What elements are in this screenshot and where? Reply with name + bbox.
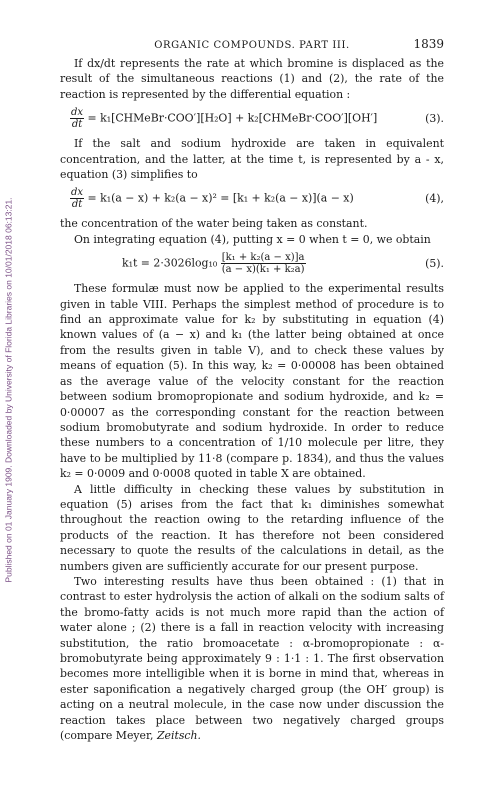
paragraph-4: On integrating equation (4), putting x = 0 when t = 0, we obtain [74,232,431,246]
eq5-fraction [221,252,306,275]
paragraph-3: the concentration of the water being taken as constant. [60,217,368,231]
eq4-fraction [70,187,84,210]
eq5-frac-bottom: (a − x)(k₁ + k₂a) [221,264,305,276]
eq5-frac-top: [k₁ + k₂(a − x)]a [221,252,305,264]
publication-side-note [2,70,16,710]
eq3-rhs: = k₁[CHMeBr·COO′][H₂O] + k₂[CHMeBr·COO′][OH′] [87,111,378,125]
paragraph-2: If the salt and sodium hydroxide are taken in equivalent concentration, and the latter, at the time t, is represented by a - x, equation (3) simplifies to [60,137,444,182]
paragraph-7 [60,574,444,743]
equation-5 [60,252,444,275]
running-title: ORGANIC COMPOUNDS. PART III. [154,40,350,51]
eq4-number: (4), [425,192,444,206]
eq4-frac-top: dx [71,187,84,199]
side-note-text: Published on 01 January 1909. Downloaded by University of Florida Libraries on 10/01/2018 06:13:21. [4,197,14,583]
paragraph-7-text: Two interesting results have thus been obtained : (1) that in contrast to ester hydrolysis the action of alkali on the sodium salts of the bromo-fatty acids is not much more rapid than the action of water alone ; (2) there is a fall in reaction velocity with increasing substitution, the ratio bromoacetate : α-bromopropionate : α-bromobutyrate being approximately 9 : 1·1 : 1. The first observation becomes more intelligible when it is borne in mind that, whereas in ester saponification a negatively charged group (the OH′ group) is acting on a neutral molecule, in the case now under discussion the reaction takes place between two negatively charged groups (compare Meyer, [60,574,444,743]
paragraph-5: These formulæ must now be applied to the experimental results given in table VIII. Perhaps the simplest method of procedure is to find an approximate value for k₂ by substituting in equation (4) known values of (a − x) and k₁ (the latter being obtained at once from the results given in table V), and to check these values by means of equation (5). In this way, k₂ = 0·00008 has been obtained as the average value of the velocity constant for the reaction between sodium bromopropionate and sodium hydroxide, and k₂ = 0·00007 as the corresponding constant for the reaction between sodium bromobutyrate and sodium hydroxide. In order to reduce these numbers to a concentration of 1/10 molecule per litre, they have to be multiplied by 11·8 (compare p. 1834), and thus the values k₂ = 0·0009 and 0·0008 quoted in table X are obtained. [60,282,444,481]
running-header [60,38,444,56]
eq4-rhs: = k₁(a − x) + k₂(a − x)² = [k₁ + k₂(a − x)](a − x) [87,191,354,205]
paragraph-6: A little difficulty in checking these values by substitution in equation (5) arises from the fact that k₁ diminishes somewhat throughout the reaction owing to the retarding influence of the products of the reaction. It has therefore not been considered necessary to quote the results of the calculations in detail, as the numbers given are sufficiently accurate for our present purpose. [60,482,444,573]
journal-reference: Zeitsch. [156,729,201,743]
page-number: 1839 [413,37,444,51]
eq3-frac-top: dx [71,107,84,119]
eq3-fraction [70,107,84,130]
eq5-lhs: k₁t = 2·3026log₁₀ [122,256,218,270]
page-content [60,38,444,743]
eq5-number: (5). [425,257,444,271]
eq4-frac-bottom: dt [71,199,83,211]
eq3-frac-bottom: dt [71,119,83,131]
equation-4 [60,187,444,210]
eq3-number: (3). [425,112,444,126]
equation-3 [60,107,444,130]
paragraph-1: If dx/dt represents the rate at which bromine is displaced as the result of the simultaneous reactions (1) and (2), the rate of the reaction is represented by the differential equation : [60,57,444,101]
